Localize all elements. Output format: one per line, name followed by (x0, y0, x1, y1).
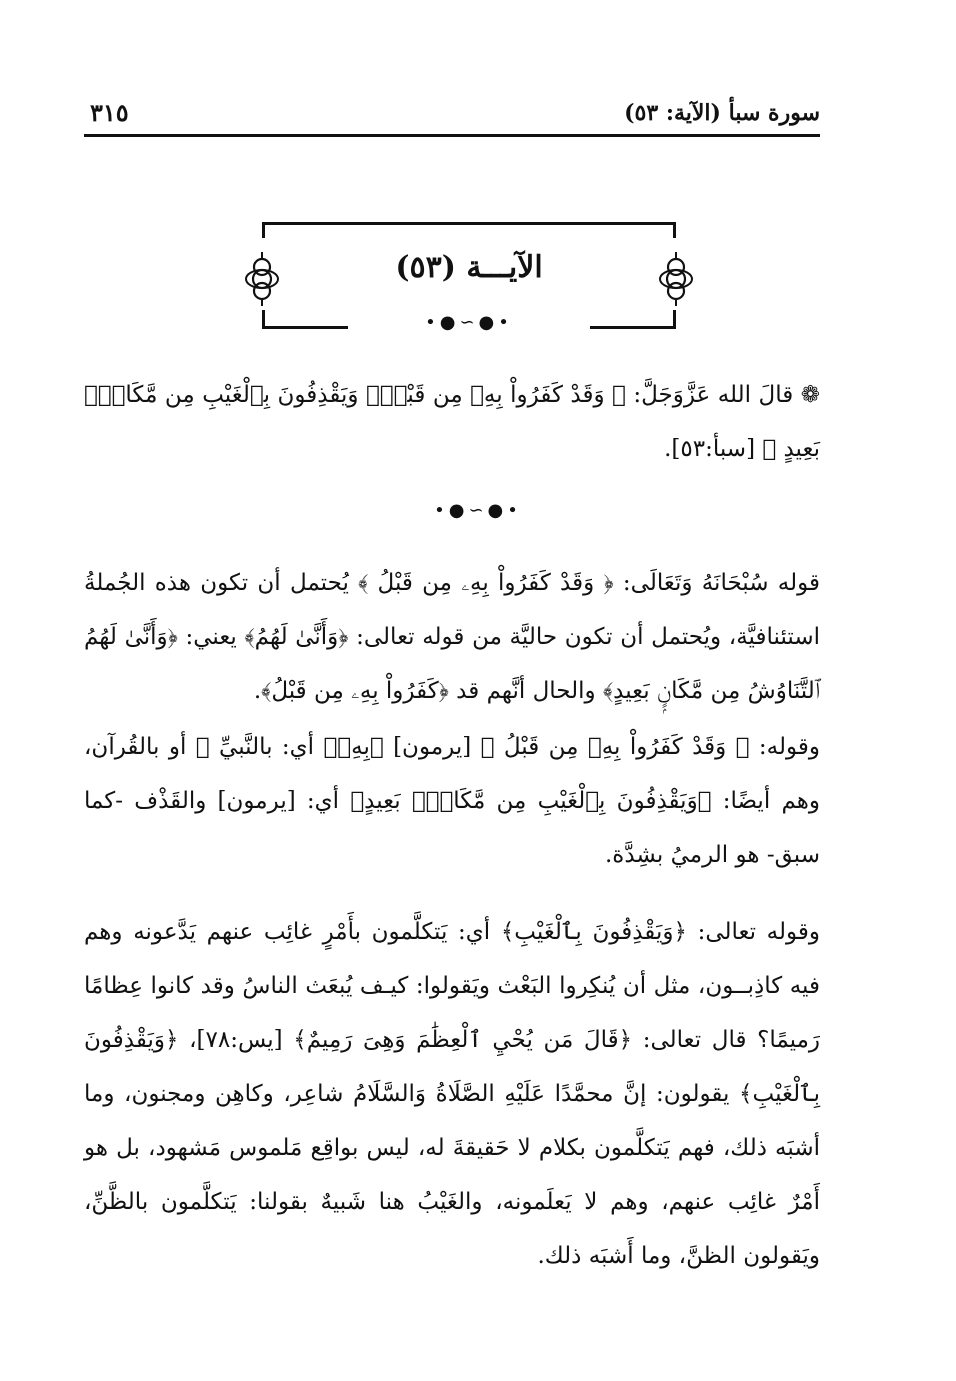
ayah-frame (262, 222, 676, 333)
page-number: ٣١٥ (90, 98, 129, 127)
commentary-paragraph-1: قوله سُبْحَانَهُ وَتَعَالَى: ﴿ وَقَدْ كَفَرُواْ بِهِۦ مِن قَبْلُ ﴾ يُحتمل أن تكون هذه الجُملةُ استئنافيَّة، ويُحتمل أن تكون حاليَّة من قوله تعالى: ﴿وَأَنَّىٰ لَهُمُ﴾ يعني: ﴿وَأَنَّىٰ لَهُمُ ٱلتَّنَاوُشُ مِن مَّكَانٍۭ بَعِيدٍ﴾ والحال أنَّهم قد ﴿كَفَرُواْ بِهِۦ مِن قَبْلُ﴾. (84, 570, 820, 704)
commentary-paragraph-2: وقوله: ﴿ وَقَدْ كَفَرُواْ بِهِۦ مِن قَبْلُ ﴾ [يرمون] ﴿بِهِۦ﴾ أي: بالنَّبيِّ ﷺ أو بالقُرآن، وهم أيضًا: ﴿وَيَقْذِفُونَ بِٱلْغَيْبِ مِن مَّكَانٍۭ بَعِيدٍ﴾ أي: [يرمون] والقَذْف -كما سبق- هو الرميُ بشِدَّة. (84, 734, 820, 868)
header-rule (84, 134, 820, 137)
frame-divider: •●∽●• (425, 312, 513, 333)
frame-top-bar (262, 222, 676, 225)
header-title: سورة سبأ (الآية: ٥٣) (624, 100, 820, 126)
quote-paragraph: ❁ قالَ الله عَزَّوَجَلَّ: ﴿ وَقَدْ كَفَرُواْ بِهِۦ مِن قَبْلُۖ وَيَقْذِفُونَ بِٱلْغَيْبِ مِن مَّكَانٍۭ بَعِيدٍ ﴾ [سبأ:٥٣]. (84, 382, 820, 462)
frame-right-top-stub (673, 222, 676, 238)
text-divider: •●∽●• (434, 500, 522, 521)
commentary-paragraph-3: وقوله تعالى: ﴿وَيَقْذِفُونَ بِٱلْغَيْبِ﴾ أي: يَتكلَّمون بأَمْرٍ غائِب عنهم يَدَّعونه وهم فيه كاذِبــون، مثل أن يُنكِروا البَعْث ويَقولوا: كيـف يُبعَث الناسُ وقد كانوا عِظامًا رَميمًا؟ قال تعالى: ﴿قَالَ مَن يُحْيِ ٱلْعِظَٰمَ وَهِىَ رَمِيمٌ﴾ [يس:٧٨]، ﴿وَيَقْذِفُونَ بِٱلْغَيْبِ﴾ يقولون: إنَّ محمَّدًا عَلَيْهِ الصَّلَاةُ وَالسَّلَامُ شاعِر، وكاهِن ومجنون، وما أشبَه ذلك، فهم يَتكلَّمون بكلام لا حَقيقةَ له، ليس بواقِع مَلموس مَشهود، بل هو أَمْرٌ غائِب عنهم، وهم لا يَعلَمونه، والغَيْبُ هنا شَبيهٌ بقولنا: يَتكلَّمون بالظَّنِّ، ويَقولون الظنَّ، وما أَشبَه ذلك. (84, 919, 820, 1269)
frame-left-top-stub (262, 222, 265, 238)
ayah-title: الآيـــة (٥٣) (395, 250, 543, 285)
